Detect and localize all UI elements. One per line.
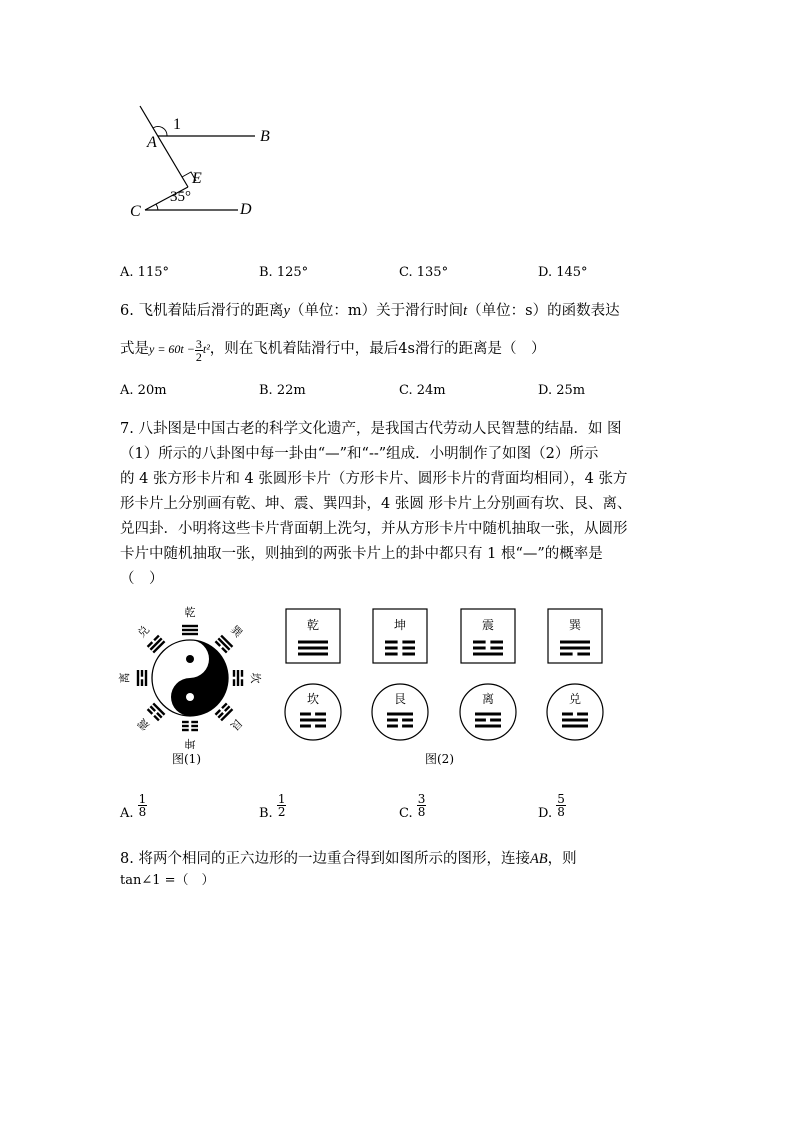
q7-line-1: 7. 八卦图是中国古老的科学文化遗产，是我国古代劳动人民智慧的结晶．如 图 bbox=[120, 421, 622, 437]
card-label: 巽 bbox=[568, 618, 582, 632]
card-label: 坎 bbox=[306, 692, 320, 706]
trigram-label: 兑 bbox=[135, 623, 153, 641]
label-e: E bbox=[192, 170, 202, 187]
trigram-1 bbox=[182, 605, 198, 635]
trigram-5 bbox=[182, 721, 198, 750]
function-formula: y = 60t − $\frac{3}{2}$ t² bbox=[149, 336, 210, 364]
q7-option-b[interactable]: B. $\frac{1}{2}$ bbox=[259, 792, 286, 821]
trigram-2 bbox=[215, 621, 247, 653]
square-card bbox=[286, 609, 340, 663]
q7-option-a[interactable]: A. $\frac{1}{8}$ bbox=[120, 792, 147, 821]
label-35-degrees: 35° bbox=[170, 189, 191, 205]
label-a: A bbox=[147, 134, 157, 151]
trigram-4 bbox=[215, 703, 247, 735]
round-card bbox=[460, 684, 516, 740]
q7-line-3: 的 4 张方形卡片和 4 张圆形卡片（方形卡片、圆形卡片的背面均相同），4 张方 bbox=[120, 471, 628, 487]
round-card bbox=[372, 684, 428, 740]
bagua-diagram bbox=[115, 605, 265, 750]
q7-option-d[interactable]: D. $\frac{5}{8}$ bbox=[538, 792, 565, 821]
square-card bbox=[548, 609, 602, 663]
q5-option-a[interactable]: A. 115° bbox=[120, 265, 169, 280]
label-d: D bbox=[240, 201, 252, 218]
trigram-cards bbox=[280, 605, 610, 750]
trigram-6 bbox=[133, 703, 165, 735]
trigram-7 bbox=[118, 670, 147, 686]
q6-option-d[interactable]: D. 25m bbox=[538, 383, 586, 398]
angle-figure bbox=[120, 100, 300, 225]
trigram-label: 坎 bbox=[249, 672, 262, 684]
q5-option-b[interactable]: B. 125° bbox=[259, 265, 309, 280]
q8-line-2: tan∠1 =（ ） bbox=[120, 873, 215, 888]
trigram-label: 坤 bbox=[184, 737, 196, 750]
q5-option-c[interactable]: C. 135° bbox=[399, 265, 449, 280]
q7-line-4: 形卡片上分别画有乾、坤、震、巽四卦，4 张圆 形卡片上分别画有坎、艮、离、 bbox=[120, 496, 632, 512]
trigram-label: 离 bbox=[118, 672, 131, 684]
label-b: B bbox=[260, 128, 270, 145]
q6-option-a[interactable]: A. 20m bbox=[120, 383, 167, 398]
figure-1-caption: 图(1) bbox=[172, 752, 201, 766]
q6-line-1: 6. 飞机着陆后滑行的距离y（单位：m）关于滑行时间t（单位：s）的函数表达 bbox=[120, 303, 620, 319]
card-label: 艮 bbox=[393, 692, 407, 706]
square-card bbox=[373, 609, 427, 663]
q6-option-c[interactable]: C. 24m bbox=[399, 383, 446, 398]
card-label: 离 bbox=[481, 692, 495, 706]
label-c: C bbox=[130, 203, 141, 220]
figure-2-caption: 图(2) bbox=[425, 752, 454, 766]
trigram-label: 巽 bbox=[227, 623, 245, 641]
q5-option-d[interactable]: D. 145° bbox=[538, 265, 588, 280]
square-card bbox=[461, 609, 515, 663]
trigram-label: 震 bbox=[135, 715, 153, 733]
trigram-label: 乾 bbox=[184, 606, 196, 619]
q6-line-2: 式是y = 60t − $\frac{3}{2}$ t²，则在飞机着陆滑行中，最后4s滑行的距离是（ ） bbox=[120, 336, 546, 364]
q8-line-1: 8. 将两个相同的正六边形的一边重合得到如图所示的图形，连接AB，则 bbox=[120, 851, 577, 867]
card-label: 震 bbox=[481, 618, 495, 632]
trigram-8 bbox=[133, 621, 166, 654]
yin-yang-icon bbox=[152, 640, 228, 716]
label-1: 1 bbox=[173, 116, 181, 133]
card-label: 兑 bbox=[568, 692, 582, 706]
trigram-3 bbox=[233, 670, 263, 686]
trigram-label: 艮 bbox=[227, 715, 245, 733]
q7-line-7: （ ） bbox=[120, 571, 164, 587]
q7-option-c[interactable]: C. $\frac{3}{8}$ bbox=[399, 792, 426, 821]
q7-line-5: 兑四卦．小明将这些卡片背面朝上洗匀，并从方形卡片中随机抽取一张，从圆形 bbox=[120, 521, 628, 537]
round-card bbox=[547, 684, 603, 740]
card-label: 乾 bbox=[306, 618, 320, 632]
q7-line-6: 卡片中随机抽取一张，则抽到的两张卡片上的卦中都只有 1 根“—”的概率是 bbox=[120, 546, 603, 562]
q7-line-2: （1）所示的八卦图中每一卦由“—”和“--”组成．小明制作了如图（2）所示 bbox=[120, 446, 599, 462]
card-label: 坤 bbox=[393, 618, 407, 632]
round-card bbox=[285, 684, 341, 740]
q6-option-b[interactable]: B. 22m bbox=[259, 383, 306, 398]
